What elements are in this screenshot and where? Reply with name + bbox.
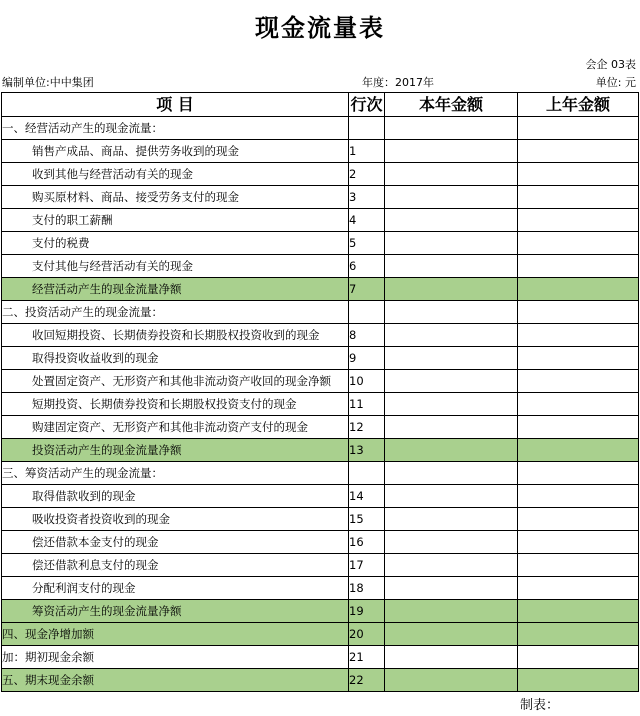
row-line-cell: 14	[349, 485, 385, 508]
table-row	[2, 324, 639, 347]
row-current-amount-cell	[385, 140, 518, 163]
row-item-cell: 分配利润支付的现金	[2, 577, 349, 600]
row-current-amount-cell	[385, 600, 518, 623]
row-line-cell	[349, 117, 385, 140]
row-item-cell: 五、期末现金余额	[2, 669, 349, 692]
row-item-cell: 投资活动产生的现金流量净额	[2, 439, 349, 462]
row-line-cell: 3	[349, 186, 385, 209]
row-current-amount-cell	[385, 462, 518, 485]
row-item-cell: 二、投资活动产生的现金流量：	[2, 301, 349, 324]
row-current-amount-cell	[385, 347, 518, 370]
row-item-cell: 收到其他与经营活动有关的现金	[2, 163, 349, 186]
row-item-cell: 支付的职工薪酬	[2, 209, 349, 232]
table-row	[2, 393, 639, 416]
row-previous-amount-cell	[518, 439, 639, 462]
row-line-cell: 13	[349, 439, 385, 462]
table-row	[2, 669, 639, 692]
row-item-cell: 收回短期投资、长期债券投资和长期股权投资收到的现金	[2, 324, 349, 347]
row-current-amount-cell	[385, 232, 518, 255]
table-row	[2, 600, 639, 623]
table-row	[2, 117, 639, 140]
row-current-amount-cell	[385, 117, 518, 140]
table-row	[2, 209, 639, 232]
table-row	[2, 485, 639, 508]
row-previous-amount-cell	[518, 393, 639, 416]
header-row	[2, 93, 639, 117]
row-previous-amount-cell	[518, 577, 639, 600]
prepared-by-label: 制表：	[520, 698, 560, 713]
row-current-amount-cell	[385, 554, 518, 577]
row-previous-amount-cell	[518, 255, 639, 278]
company-label: 编制单位:中中集团	[2, 76, 94, 89]
table-row	[2, 301, 639, 324]
row-current-amount-cell	[385, 416, 518, 439]
row-line-cell: 12	[349, 416, 385, 439]
table-row	[2, 140, 639, 163]
row-current-amount-cell	[385, 577, 518, 600]
row-item-cell: 支付其他与经营活动有关的现金	[2, 255, 349, 278]
row-item-cell: 偿还借款利息支付的现金	[2, 554, 349, 577]
row-current-amount-cell	[385, 531, 518, 554]
row-current-amount-cell	[385, 278, 518, 301]
row-line-cell: 7	[349, 278, 385, 301]
row-current-amount-cell	[385, 255, 518, 278]
header-current: 本年金额	[385, 93, 518, 117]
table-row	[2, 370, 639, 393]
row-line-cell: 16	[349, 531, 385, 554]
row-line-cell: 17	[349, 554, 385, 577]
row-item-cell: 加：期初现金余额	[2, 646, 349, 669]
row-line-cell: 19	[349, 600, 385, 623]
row-previous-amount-cell	[518, 669, 639, 692]
row-line-cell: 8	[349, 324, 385, 347]
table-row	[2, 439, 639, 462]
row-line-cell: 20	[349, 623, 385, 646]
row-current-amount-cell	[385, 301, 518, 324]
row-previous-amount-cell	[518, 117, 639, 140]
row-line-cell: 18	[349, 577, 385, 600]
row-current-amount-cell	[385, 646, 518, 669]
row-line-cell: 15	[349, 508, 385, 531]
row-line-cell: 4	[349, 209, 385, 232]
row-previous-amount-cell	[518, 301, 639, 324]
row-item-cell: 经营活动产生的现金流量净额	[2, 278, 349, 301]
report-title: 现金流量表	[255, 14, 385, 42]
row-item-cell: 购买原材料、商品、接受劳务支付的现金	[2, 186, 349, 209]
row-previous-amount-cell	[518, 623, 639, 646]
row-line-cell: 11	[349, 393, 385, 416]
row-previous-amount-cell	[518, 416, 639, 439]
row-current-amount-cell	[385, 393, 518, 416]
row-previous-amount-cell	[518, 370, 639, 393]
row-current-amount-cell	[385, 324, 518, 347]
row-item-cell: 偿还借款本金支付的现金	[2, 531, 349, 554]
header-item: 项 目	[2, 93, 349, 117]
row-item-cell: 购建固定资产、无形资产和其他非流动资产支付的现金	[2, 416, 349, 439]
row-previous-amount-cell	[518, 347, 639, 370]
cash-flow-table	[1, 92, 639, 692]
table-row	[2, 623, 639, 646]
table-row	[2, 232, 639, 255]
row-current-amount-cell	[385, 623, 518, 646]
row-line-cell: 9	[349, 347, 385, 370]
row-line-cell: 5	[349, 232, 385, 255]
row-current-amount-cell	[385, 186, 518, 209]
row-item-cell: 短期投资、长期债券投资和长期股权投资支付的现金	[2, 393, 349, 416]
row-item-cell: 支付的税费	[2, 232, 349, 255]
row-line-cell: 1	[349, 140, 385, 163]
table-row	[2, 554, 639, 577]
row-line-cell	[349, 462, 385, 485]
row-previous-amount-cell	[518, 140, 639, 163]
year-label: 年度：2017年	[362, 76, 434, 89]
row-item-cell: 吸收投资者投资收到的现金	[2, 508, 349, 531]
row-current-amount-cell	[385, 163, 518, 186]
row-previous-amount-cell	[518, 232, 639, 255]
row-current-amount-cell	[385, 209, 518, 232]
form-code: 会企 03表	[585, 58, 636, 71]
row-item-cell: 三、筹资活动产生的现金流量：	[2, 462, 349, 485]
row-previous-amount-cell	[518, 209, 639, 232]
row-item-cell: 处置固定资产、无形资产和其他非流动资产收回的现金净额	[2, 370, 349, 393]
row-line-cell: 22	[349, 669, 385, 692]
header-previous: 上年金额	[518, 93, 639, 117]
row-current-amount-cell	[385, 485, 518, 508]
row-previous-amount-cell	[518, 163, 639, 186]
table-row	[2, 646, 639, 669]
row-item-cell: 销售产成品、商品、提供劳务收到的现金	[2, 140, 349, 163]
table-row	[2, 278, 639, 301]
row-previous-amount-cell	[518, 554, 639, 577]
row-item-cell: 一、经营活动产生的现金流量：	[2, 117, 349, 140]
row-line-cell: 10	[349, 370, 385, 393]
row-current-amount-cell	[385, 669, 518, 692]
row-previous-amount-cell	[518, 508, 639, 531]
row-previous-amount-cell	[518, 278, 639, 301]
unit-label: 单位: 元	[595, 76, 636, 89]
row-current-amount-cell	[385, 370, 518, 393]
header-line: 行次	[349, 93, 385, 117]
table-row	[2, 508, 639, 531]
row-current-amount-cell	[385, 508, 518, 531]
row-previous-amount-cell	[518, 646, 639, 669]
table-row	[2, 255, 639, 278]
table-row	[2, 531, 639, 554]
row-previous-amount-cell	[518, 600, 639, 623]
table-row	[2, 186, 639, 209]
row-item-cell: 取得借款收到的现金	[2, 485, 349, 508]
row-line-cell: 21	[349, 646, 385, 669]
row-item-cell: 筹资活动产生的现金流量净额	[2, 600, 349, 623]
table-row	[2, 577, 639, 600]
row-previous-amount-cell	[518, 531, 639, 554]
row-previous-amount-cell	[518, 324, 639, 347]
row-line-cell: 2	[349, 163, 385, 186]
row-previous-amount-cell	[518, 485, 639, 508]
table-row	[2, 347, 639, 370]
row-previous-amount-cell	[518, 462, 639, 485]
row-line-cell	[349, 301, 385, 324]
table-row	[2, 462, 639, 485]
row-current-amount-cell	[385, 439, 518, 462]
row-item-cell: 四、现金净增加额	[2, 623, 349, 646]
row-line-cell: 6	[349, 255, 385, 278]
row-previous-amount-cell	[518, 186, 639, 209]
table-row	[2, 416, 639, 439]
table-row	[2, 163, 639, 186]
row-item-cell: 取得投资收益收到的现金	[2, 347, 349, 370]
